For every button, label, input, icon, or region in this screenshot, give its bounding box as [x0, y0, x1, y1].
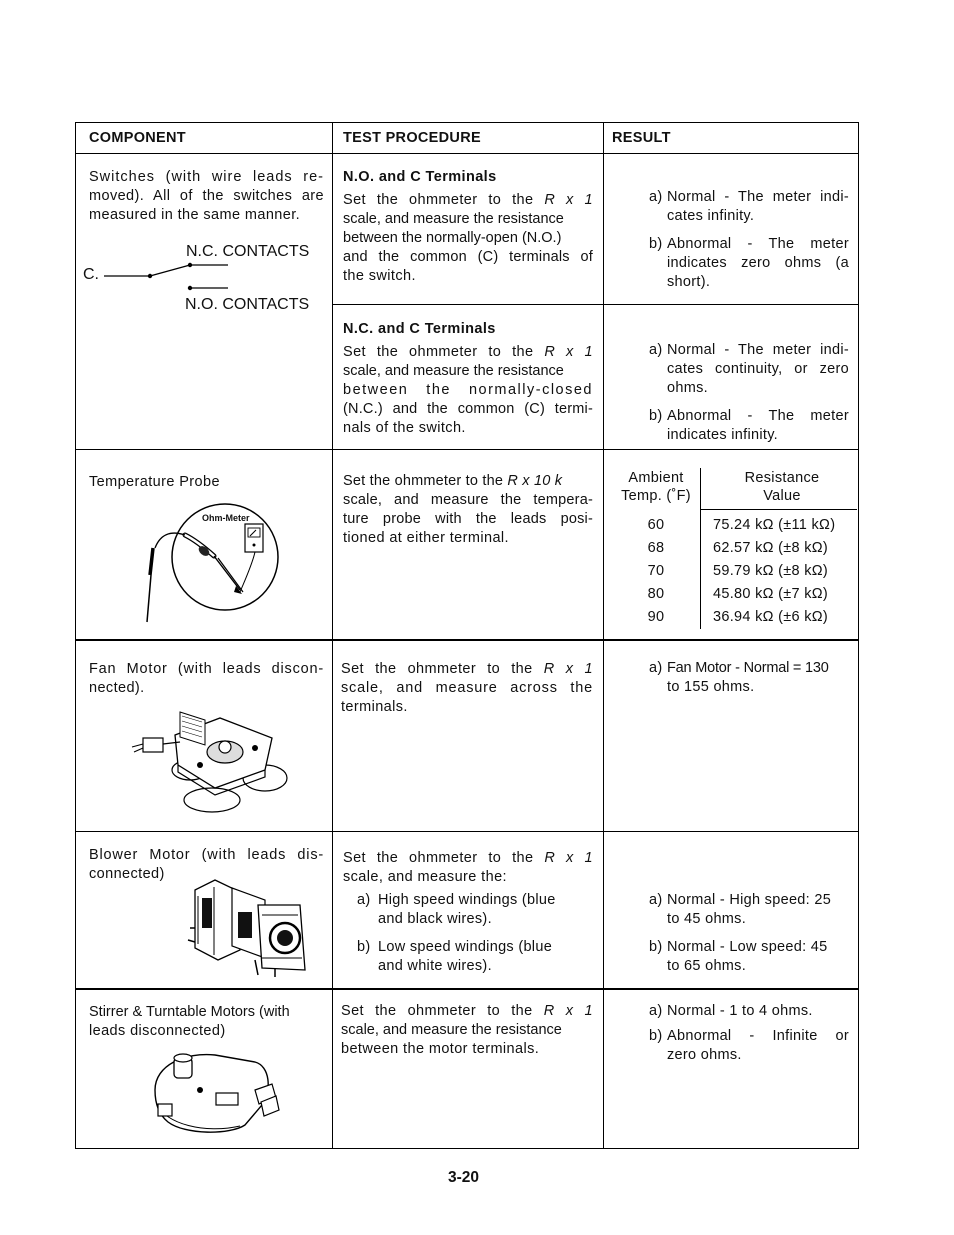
table-row: 68 62.57 kΩ (±8 kΩ)	[612, 537, 857, 560]
list-item: a) Normal - High speed: 25 to 45 ohms.	[649, 892, 832, 927]
resistance-value-header: Resistance Value	[701, 468, 858, 510]
list-item: b) Normal - Low speed: 45 to 65 ohms.	[649, 939, 828, 974]
ambient-temp-header: Ambient Temp. (˚F)	[612, 468, 701, 510]
list-item: b) Abnormal - Infinite or zero ohms.	[649, 1028, 849, 1063]
header-result: RESULT	[612, 130, 671, 146]
table-row: 90 36.94 kΩ (±6 kΩ)	[612, 606, 857, 629]
list-item: a) Normal - The meter indi- cates continuity, or zero ohms.	[649, 342, 849, 396]
blower-motor-component: Blower Motor (with leads dis- connected)	[89, 847, 324, 882]
fan-motor-procedure: Set the ohmmeter to the R x 1 scale, and measure across the terminals.	[341, 661, 593, 715]
stirrer-motors-procedure: Set the ohmmeter to the R x 1 scale, and measure the resistance between the motor terminals.	[341, 1003, 593, 1057]
list-item: a) Normal - 1 to 4 ohms.	[649, 1003, 813, 1019]
nc-c-terminals-title: N.C. and C Terminals	[343, 321, 496, 337]
no-contacts-label: N.O. CONTACTS	[185, 296, 310, 313]
stirrer-motors-component: Stirrer & Turntable Motors (with leads disconnected)	[89, 1004, 290, 1039]
stirrer-motors-results	[649, 1002, 849, 1074]
switches-component-text: Switches (with wire leads re- moved). All of the switches are measured in the same manner.	[89, 169, 324, 223]
no-c-procedure: Set the ohmmeter to the R x 1 scale, and measure the resistance between the normally-open (N.O.) and the common (C) terminals of the switch.	[343, 192, 594, 284]
nc-c-procedure: Set the ohmmeter to the R x 1 scale, and measure the resistance between the normally-closed (N.C.) and the common (C) termi- nals of the switch.	[343, 344, 594, 436]
common-terminal-label: C.	[83, 266, 99, 283]
ohm-meter-label: Ohm-Meter	[202, 513, 250, 523]
fan-motor-component: Fan Motor (with leads discon- nected).	[89, 661, 324, 696]
list-item: a) Normal - The meter indi- cates infinity.	[649, 189, 849, 224]
list-item: b) Low speed windings (blue and white wires).	[357, 939, 553, 974]
table-row: 60 75.24 kΩ (±11 kΩ)	[612, 510, 857, 538]
temp-probe-component: Temperature Probe	[89, 474, 220, 490]
table-row: 70 59.79 kΩ (±8 kΩ)	[612, 560, 857, 583]
list-item: b) Abnormal - The meter indicates zero ohms (a short).	[649, 236, 849, 290]
page-number: 3-20	[448, 1169, 480, 1186]
temp-probe-procedure: Set the ohmmeter to the R x 10 k scale, and measure the tempera- ture probe with the leads posi- tioned at either terminal.	[343, 473, 593, 546]
header-test-procedure: TEST PROCEDURE	[343, 130, 481, 146]
nc-contacts-label: N.C. CONTACTS	[186, 243, 310, 260]
no-c-terminals-title: N.O. and C Terminals	[343, 169, 497, 185]
header-component: COMPONENT	[89, 130, 186, 146]
table-row: 80 45.80 kΩ (±7 kΩ)	[612, 583, 857, 606]
list-item: b) Abnormal - The meter indicates infinity.	[649, 408, 849, 443]
list-item: a) High speed windings (blue and black wires).	[357, 892, 556, 927]
blower-motor-procedure: Set the ohmmeter to the R x 1 scale, and measure the:	[343, 850, 594, 885]
list-item: a) Fan Motor - Normal = 130 to 155 ohms.	[649, 660, 829, 695]
